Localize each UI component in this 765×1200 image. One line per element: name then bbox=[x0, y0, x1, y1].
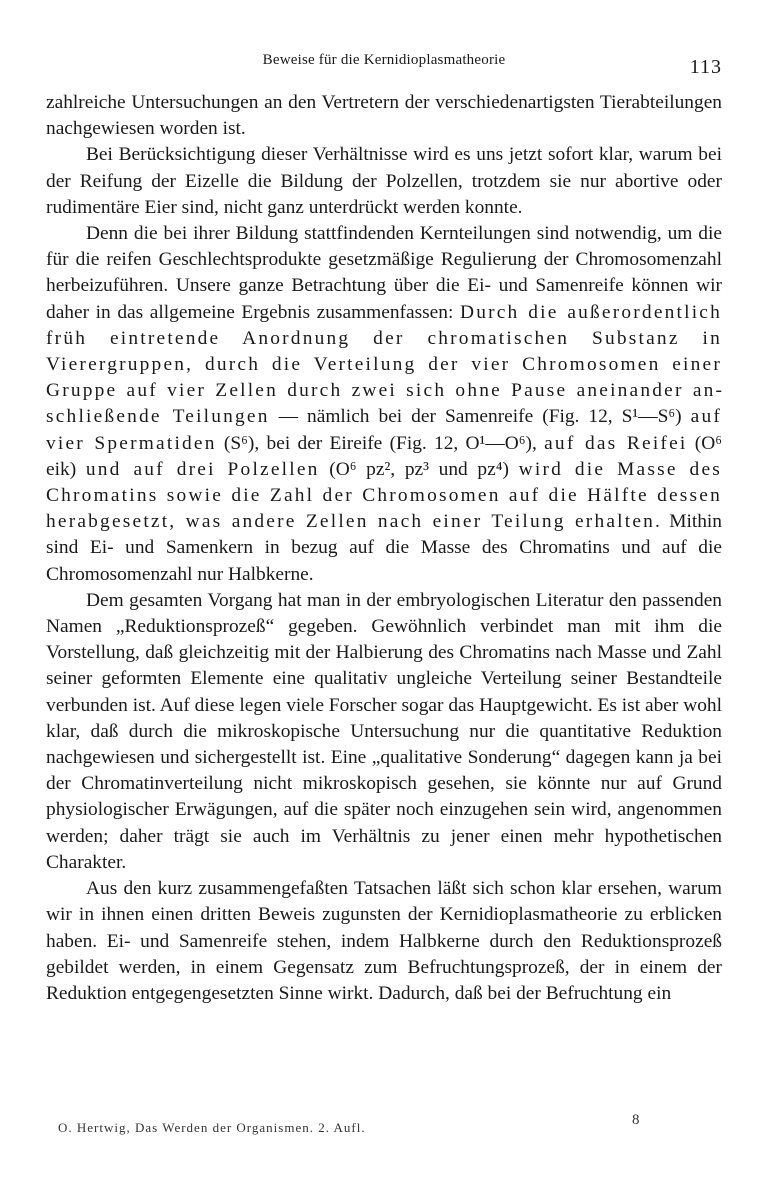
text-segment: Aus den kurz zusammengefaßten Tatsachen läßt sich schon klar ersehen, warum wir in ihnen einen dritten Beweis zugunsten der Kernidioplasmatheorie zu erblicken haben. Ei- und Samenreife stehen, indem Halbkerne durch den Reduktionsprozeß gebildet werden, in einem Gegensatz zum Befruchtungsprozeß, der in einem der Reduktion entgegengesetzten Sinne wirkt. Dadurch, daß bei der Befruchtung ein bbox=[46, 878, 722, 1004]
text-segment: zahlreiche Untersuchungen an den Vertretern der verschiedenartigsten Tierabteilungen nachgewiesen worden ist. bbox=[46, 92, 722, 140]
running-title: Beweise für die Kernidioplasmatheorie bbox=[262, 52, 506, 68]
emphasized-text: Durch die außerordentlich früh eintretende Anordnung der chromatischen Substanz in Vierergruppen, durch die Verteilung der vier Chromosomen einer Gruppe auf vier Zellen durch zwei sich ohne Pause aneinander anschließende Teilungen bbox=[46, 301, 722, 428]
text-segment: (S⁶), bei der Eireife (Fig. 12, O¹—O⁶), bbox=[216, 432, 545, 454]
text-segment: Mithin sind Ei- und Samenkern in bezug auf die Masse des Chromatins und auf die Chromosomenzahl nur Halbkerne. bbox=[46, 511, 722, 585]
text-segment: (O⁶ pz², pz³ und pz⁴) bbox=[319, 458, 519, 480]
emphasized-text: und auf drei Polzellen bbox=[85, 458, 320, 480]
emphasized-text: auf vier Spermatiden bbox=[46, 406, 722, 454]
emphasized-text: wird die Masse des Chromatins sowie die Zahl der Chromosomen auf die Hälfte dessen herabgesetzt, was andere Zellen nach einer Teilung erhalten. bbox=[46, 458, 722, 533]
book-page bbox=[46, 40, 722, 1170]
paragraph bbox=[46, 221, 722, 588]
paragraph bbox=[46, 876, 722, 1007]
text-segment: — nämlich bei der Samenreife (Fig. 12, S¹—S⁶) bbox=[269, 406, 691, 428]
signature-mark: 8 bbox=[632, 1112, 640, 1128]
paragraph bbox=[46, 90, 722, 142]
text-segment: (O⁶ eik) bbox=[46, 432, 722, 480]
page-footer bbox=[58, 1112, 722, 1144]
text-segment: Denn die bei ihrer Bildung stattfindenden Kernteilungen sind notwendig, um die für die reifen Geschlechtsprodukte gesetzmäßige Regulierung der Chromosomenzahl herbeizuführen. Unsere ganze Betrachtung über die Ei- und Samenreife können wir daher in das allgemeine Ergebnis zusammenfassen: bbox=[46, 223, 722, 323]
body-text bbox=[46, 90, 722, 1007]
page-number: 113 bbox=[689, 56, 722, 78]
text-segment: Dem gesamten Vorgang hat man in der embryologischen Literatur den passenden Namen „Reduktionsprozeß“ gegeben. Gewöhnlich verbindet man mit ihm die Vorstellung, daß gleichzeitig mit der Halbierung des Chromatins nach Masse und Zahl seiner geformten Elemente eine qualitativ ungleiche Verteilung seiner Bestandteile verbunden ist. Auf diese legen viele Forscher sogar das Hauptgewicht. Es ist aber wohl klar, daß durch die mikroskopische Untersuchung nur die quantitative Reduktion nachgewiesen und sichergestellt ist. Eine „qualitative Sonderung“ dagegen kann ja bei der Chromatinverteilung nicht mikroskopisch gesehen, sie könnte nur auf Grund physiologischer Erwägungen, auf die später noch einzugehen sein wird, angenommen werden; daher trägt sie auch im Verhältnis zu jener einen mehr hypothetischen Charakter. bbox=[46, 589, 722, 873]
paragraph bbox=[46, 588, 722, 876]
running-head bbox=[46, 40, 722, 90]
emphasized-text: auf das Reifei bbox=[544, 432, 688, 454]
footer-reference: O. Hertwig, Das Werden der Organismen. 2. Aufl. bbox=[58, 1120, 366, 1135]
paragraph bbox=[46, 142, 722, 221]
text-segment: Bei Berücksichtigung dieser Verhältnisse wird es uns jetzt sofort klar, warum bei der Reifung der Eizelle die Bildung der Polzellen, trotzdem sie nur abortive oder rudimentäre Eier sind, nicht ganz unterdrückt werden konnte. bbox=[46, 144, 722, 218]
